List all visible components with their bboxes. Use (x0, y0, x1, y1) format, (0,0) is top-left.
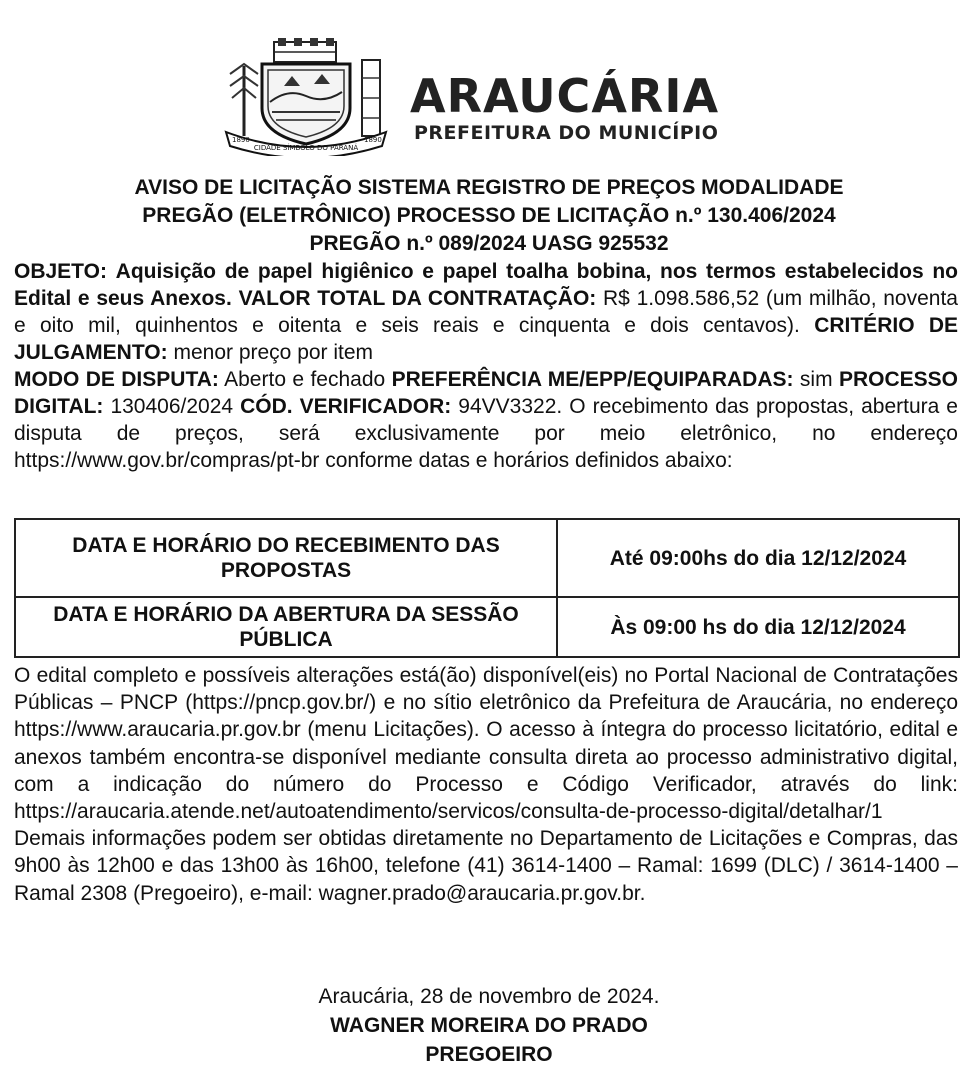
edital-info-text: O edital completo e possíveis alterações está(ão) disponível(eis) no Portal Nacional de Contratações Públicas – PNCP (https://pncp.gov.br/) e no sítio eletrônico da Prefeitura de Araucária, no endereço https://www.araucaria.pr.gov.br (menu Licitações). O acesso à íntegra do processo licitatório, edital e anexos também encontra-se disponível mediante consulta direta ao processo administrativo digital, com a indicação do número do Processo e Código Verificador, através do link: (14, 664, 958, 796)
objeto-label: OBJETO: (14, 260, 107, 283)
schedule-label-abertura: DATA E HORÁRIO DA ABERTURA DA SESSÃO PÚBLICA (15, 597, 557, 657)
signer-name: WAGNER MOREIRA DO PRADO (330, 1014, 648, 1037)
title-line-1: AVISO DE LICITAÇÃO SISTEMA REGISTRO DE PREÇOS MODALIDADE (134, 176, 844, 199)
table-row (15, 597, 959, 657)
notice-body-bottom (14, 662, 958, 907)
signature-block (0, 982, 978, 1069)
cod-verificador-label: CÓD. VERIFICADOR: (240, 395, 452, 418)
schedule-value-recebimento: Até 09:00hs do dia 12/12/2024 (557, 519, 959, 597)
demais-informacoes-text: detalhar/1 Demais informações podem ser obtidas diretamente no Departamento de Licitações e Compras, das 9h00 às 12h00 e das 13h00 às 16h00, telefone (41) 3614-1400 – Ramal: 1699 (DLC) / 3614-1400 – Ramal 2308 (Pregoeiro), e-mail: wagner.prado@araucaria.pr.gov.br. (14, 800, 958, 905)
schedule-label-recebimento: DATA E HORÁRIO DO RECEBIMENTO DAS PROPOSTAS (15, 519, 557, 597)
title-line-2: PREGÃO (ELETRÔNICO) PROCESSO DE LICITAÇÃO n.º 130.406/2024 (142, 204, 836, 227)
brand-subtitle: PREFEITURA DO MUNICÍPIO (414, 122, 719, 144)
notice-title (0, 174, 978, 258)
cod-verificador-text: 94VV3322. (458, 395, 563, 418)
crest-ribbon-text: CIDADE SÍMBOLO DO PARANÁ (253, 144, 359, 152)
notice-body-top (14, 258, 958, 474)
valor-label: VALOR TOTAL DA CONTRATAÇÃO: (238, 287, 597, 310)
processo-text: 130406/2024 (110, 395, 234, 418)
objeto-text: Aquisição de papel higiênico e papel toalha bobina, nos termos estabelecidos no Edital e seus Anexos. (14, 260, 958, 310)
valor-text: R$ 1.098.586,52 (um milhão, noventa e oito mil, quinhentos e oitenta e seis reais e cinquenta e dois centavos). (14, 287, 958, 337)
brand-name: ARAUCÁRIA (410, 69, 720, 123)
preferencia-label: PREFERÊNCIA ME/EPP/EQUIPARADAS: (391, 368, 794, 391)
title-line-3: PREGÃO n.º 089/2024 UASG 925532 (309, 232, 669, 255)
criterio-text: menor preço por item (173, 341, 374, 364)
modo-text: Aberto e fechado (224, 368, 386, 391)
criterio-label: CRITÉRIO DE JULGAMENTO: (14, 314, 958, 364)
crest-year-left: 1890 (232, 136, 250, 144)
crest-year-right: 1890 (364, 136, 382, 144)
schedule-table (14, 518, 960, 658)
modo-label: MODO DE DISPUTA: (14, 368, 219, 391)
signer-role: PREGOEIRO (425, 1043, 553, 1066)
place-date: Araucária, 28 de novembro de 2024. (318, 985, 660, 1008)
preferencia-text: sim (799, 368, 833, 391)
schedule-value-abertura: Às 09:00 hs do dia 12/12/2024 (557, 597, 959, 657)
processo-digital-link[interactable]: https://araucaria.atende.net/autoatendimento/servicos/consulta-de-processo-digital/ (14, 800, 790, 824)
recebimento-text: O recebimento das propostas, abertura e disputa de preços, será exclusivamente por meio eletrônico, no endereço https://www.gov.br/compras/pt-br conforme datas e horários definidos abaixo: (14, 395, 958, 472)
processo-label: PROCESSO DIGITAL: (14, 368, 958, 418)
municipal-coat-of-arms-icon (222, 38, 390, 156)
header (0, 38, 978, 158)
table-row (15, 519, 959, 597)
